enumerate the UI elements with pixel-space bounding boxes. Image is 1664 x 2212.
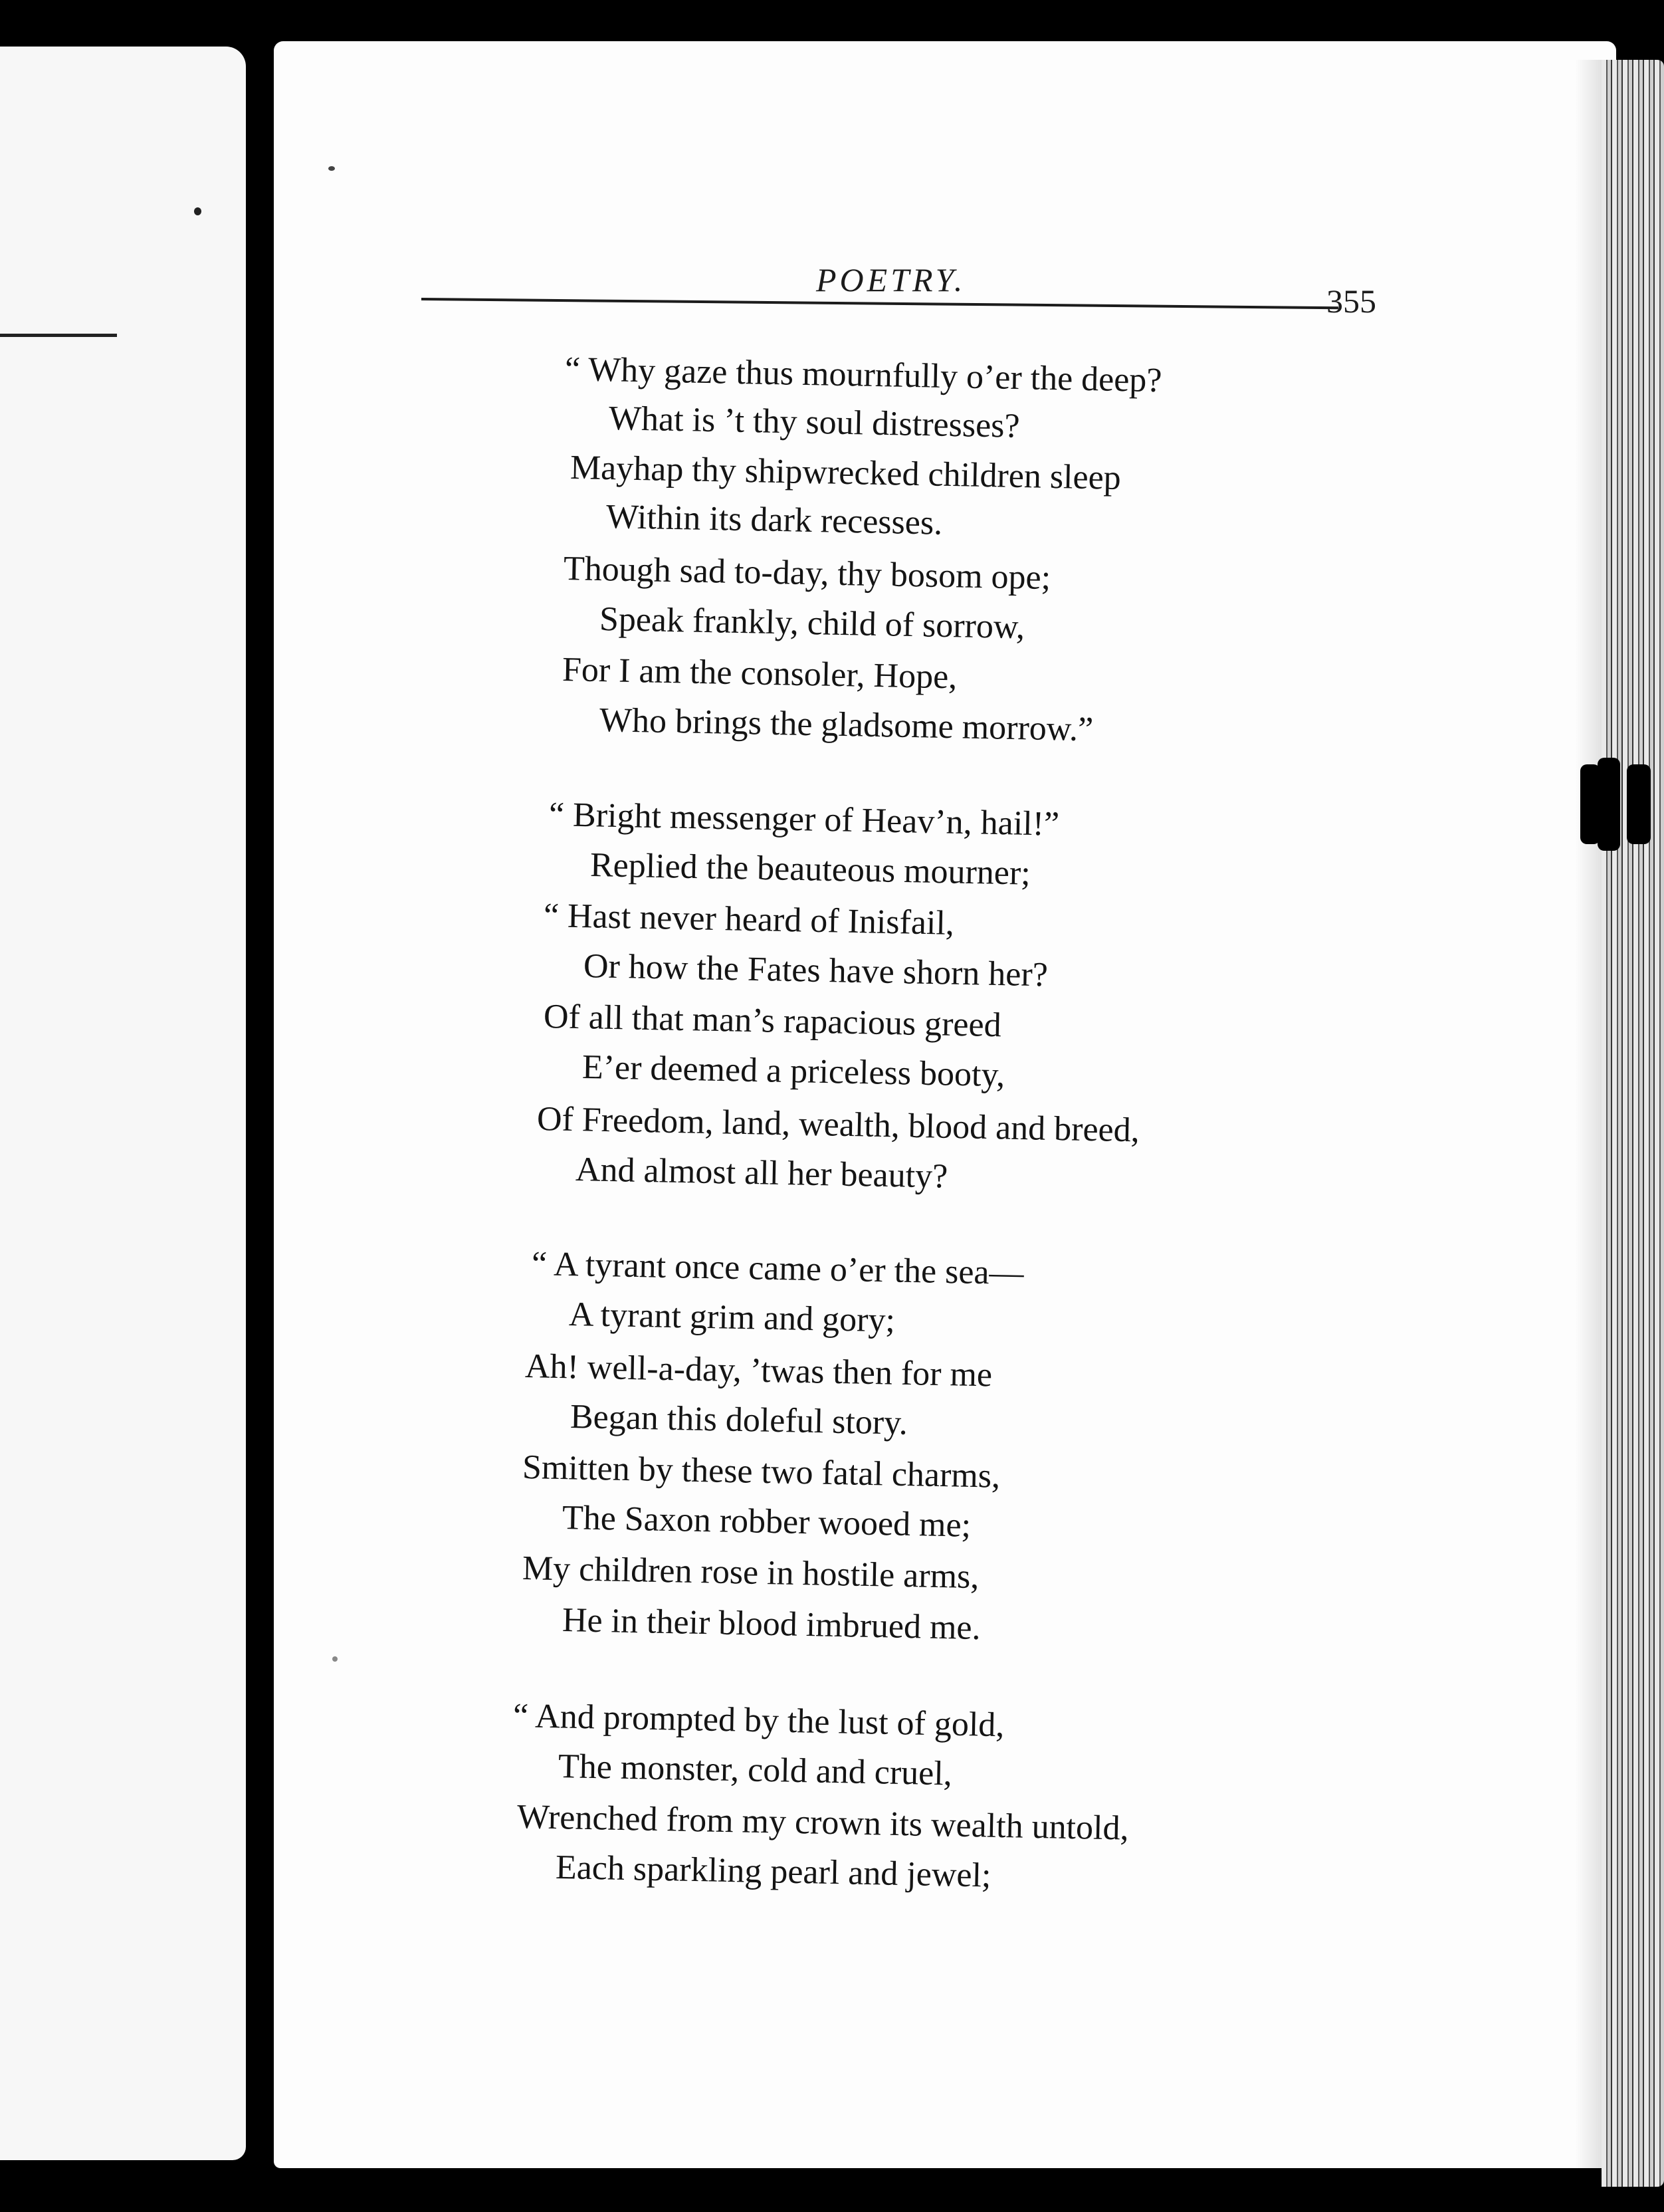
poem-line: Replied the beauteous mourner; <box>589 846 1031 893</box>
poem-line: Began this doleful story. <box>570 1398 908 1442</box>
facing-page <box>0 47 246 2160</box>
poem-line: Though sad to-day, thy bosom ope; <box>563 550 1051 598</box>
running-head: POETRY. <box>816 261 966 298</box>
ink-speck <box>332 1656 338 1662</box>
thumb-tab-mark <box>1598 758 1620 851</box>
poem-line: The Saxon robber wooed me; <box>562 1499 972 1545</box>
ink-speck <box>328 166 335 171</box>
page-edge-shadow <box>1575 60 1604 2173</box>
poem-line: Each sparkling pearl and jewel; <box>555 1848 991 1895</box>
poem-line: My children rose in hostile arms, <box>522 1549 980 1597</box>
book-gutter <box>247 40 274 2212</box>
poem-line: For I am the consoler, Hope, <box>562 651 958 697</box>
poem-line: The monster, cold and cruel, <box>558 1747 953 1793</box>
facing-page-rule <box>0 334 117 337</box>
poem-line: He in their blood imbrued me. <box>562 1601 982 1648</box>
page-number: 355 <box>1326 282 1376 320</box>
poem-line: Smitten by these two fatal charms, <box>522 1448 1001 1495</box>
poem-line: “ Hast never heard of Inisfail, <box>543 897 955 942</box>
ink-speck <box>194 207 201 215</box>
poem-line: “ Bright messenger of Heav’n, hail!” <box>548 796 1060 843</box>
poem-line: Wrenched from my crown its wealth untold, <box>516 1798 1130 1848</box>
poem-line: Of all that man’s rapacious greed <box>543 998 1002 1045</box>
poem-line: Speak frankly, child of sorrow, <box>599 600 1025 647</box>
poem-line: Of Freedom, land, wealth, blood and breed, <box>536 1100 1140 1150</box>
poem-line: And almost all her beauty? <box>575 1151 948 1196</box>
poem-line: What is ’t thy soul distresses? <box>608 399 1021 445</box>
poem-line: Ah! well-a-day, ’twas then for me <box>524 1347 993 1394</box>
poem-line: Who brings the gladsome morrow.” <box>599 701 1094 749</box>
poem-line: A tyrant grim and gory; <box>568 1295 896 1340</box>
thumb-tab-mark <box>1627 764 1651 844</box>
poem-line: “ Why gaze thus mournfully o’er the deep? <box>564 350 1163 400</box>
poem-line: “ And prompted by the lust of gold, <box>512 1697 1005 1745</box>
page-edges <box>1602 60 1664 2187</box>
poem-line: “ A tyrant once came o’er the sea— <box>531 1245 1025 1293</box>
poem-line: Within its dark recesses. <box>605 498 943 542</box>
poem-line: Or how the Fates have shorn her? <box>583 947 1049 994</box>
poem-line: E’er deemed a priceless booty, <box>581 1048 1005 1095</box>
poem-line: Mayhap thy shipwrecked children sleep <box>570 449 1122 497</box>
